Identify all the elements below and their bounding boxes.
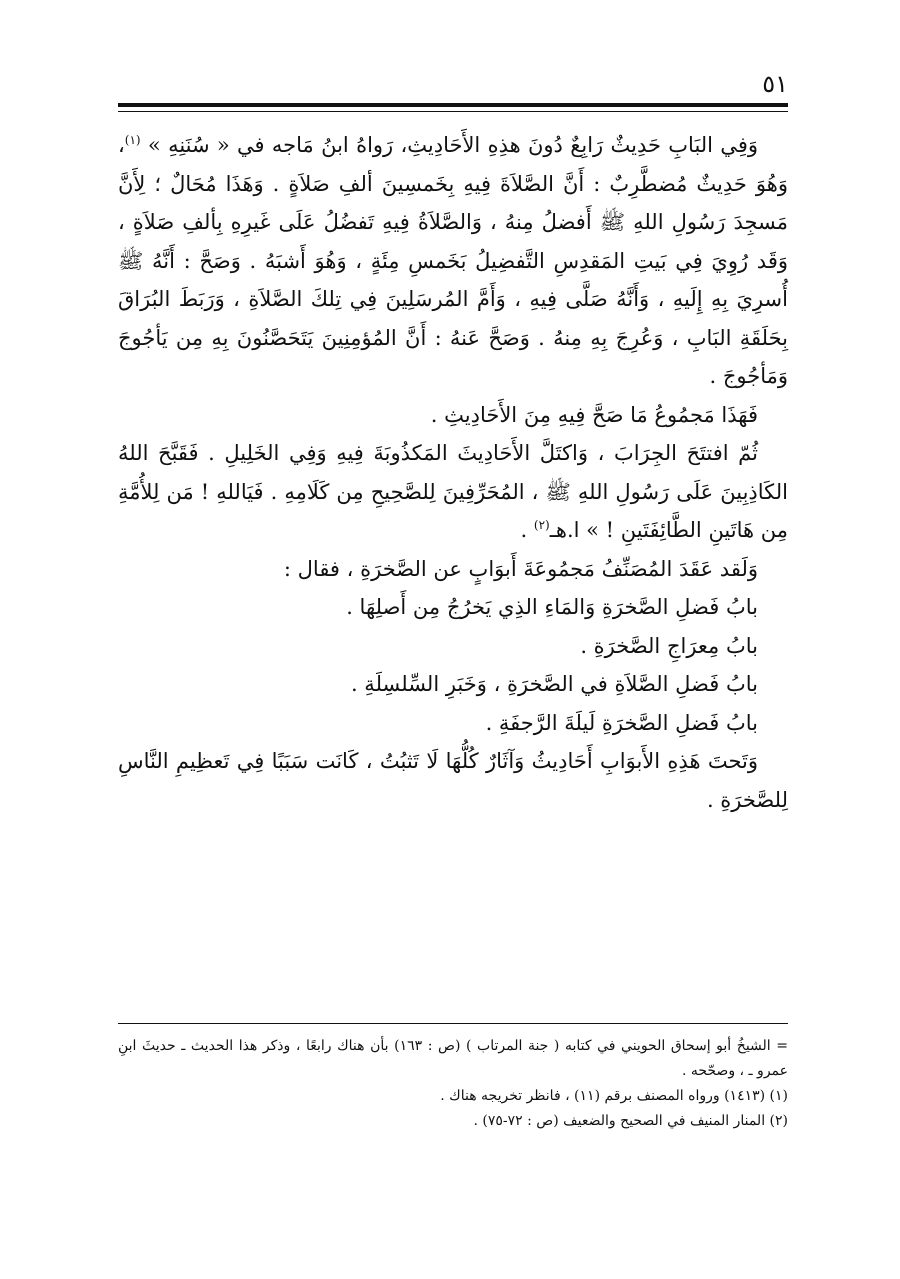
book-page bbox=[118, 0, 788, 1279]
paragraph-fourth-hadith-continuation: ، وَهُوَ حَدِيثٌ مُضطَّرِبٌ : أَنَّ الصَّلاَةَ فِيهِ بِخَمسِينَ ألفِ صَلاَةٍ . وَهَذَا مُحَالٌ ؛ لِأَنَّ مَسجِدَ رَسُولِ اللهِ ﷺ أَفضلُ مِنهُ ، وَالصَّلاَةُ فِيهِ تَفضُلُ عَلَى غَيرِهِ بِألفِ صَلاَةٍ ، وَقَد رُوِيَ فِي بَيتِ المَقدِسِ التَّفضِيلُ بَخَمسِ مِئَةٍ ، وَهُوَ أَشبَهُ . وَصَحَّ : أَنَّهُ ﷺ أُسرِيَ بِهِ إِلَيهِ ، وَأَنَّهُ صَلَّى فِيهِ ، وَأَمَّ المُرسَلِينَ فِي تِلكَ الصَّلاَةِ ، وَرَبَطَ البُرَاقَ بِحَلَقَةِ البَابِ ، وَعُرِجَ بِهِ مِنهُ . وَصَحَّ عَنهُ : أَنَّ المُؤمِنِينَ يَتَحَصَّنُونَ بِهِ مِن يَأجُوجَ وَمَأجُوجَ . bbox=[118, 133, 788, 388]
chapter-item-rock-ascension: بابُ مِعرَاجِ الصَّخرَةِ . bbox=[580, 633, 758, 658]
footnote-1: (١) (١٤١٣) ورواه المصنف برقم (١١) ، فانظر تخريجه هناك . bbox=[440, 1088, 788, 1104]
page-number: ٥١ bbox=[762, 70, 788, 98]
paragraph-forged-hadiths-end: . bbox=[520, 518, 534, 542]
paragraph-forged-hadiths bbox=[118, 434, 788, 550]
footnote-continued: = الشيخُ أبو إسحاق الحويني في كتابه ( جنة المرتاب ) (ص : ١٦٣) بأن هناك رابعًا ، وذكر هذا الحديث ـ حديثَ ابنِ عمرو ـ ، وصحّحه . bbox=[118, 1038, 788, 1079]
header-rule-thick bbox=[118, 103, 788, 107]
footnote-2: (٢) المنار المنيف في الصحيح والضعيف (ص : ٧٢-٧٥) . bbox=[473, 1113, 788, 1129]
chapter-item-earthquake-night: بابُ فَضلِ الصَّخرَةِ لَيلَةَ الرَّجفَةِ . bbox=[485, 710, 758, 735]
paragraph-summary: فَهَذَا مَجمُوعُ مَا صَحَّ فِيهِ مِنَ الأَحَادِيثِ . bbox=[430, 402, 758, 427]
paragraph-fourth-hadith-text: وَفِي البَابِ حَدِيثٌ رَابِعٌ دُونَ هذِهِ الأَحَادِيثِ، رَواهُ ابنُ مَاجه في « سُنَنِهِ » bbox=[147, 133, 758, 157]
main-text bbox=[118, 126, 788, 819]
footnote-ref-2: (٢) bbox=[533, 518, 550, 532]
chapter-item-prayer-chain: بابُ فَضلِ الصَّلاَةِ في الصَّخرَةِ ، وَخَبَرِ السِّلسِلَةِ . bbox=[350, 672, 758, 696]
chapter-item-rock-water: بابُ فَضلِ الصَّخرَةِ وَالمَاءِ الذِي يَخرُجُ مِن أَصلِهَا . bbox=[346, 595, 758, 619]
footnotes bbox=[118, 1034, 788, 1134]
footnote-ref-1: (١) bbox=[124, 133, 141, 147]
paragraph-author-chapters: وَلَقد عَقَدَ المُصَنِّفُ مَجمُوعَةَ أَبوَابٍ عن الصَّخرَةِ ، فقال : bbox=[283, 556, 758, 581]
footnote-separator bbox=[118, 1023, 788, 1024]
header-rule-thin bbox=[118, 111, 788, 112]
paragraph-fourth-hadith bbox=[118, 126, 788, 396]
paragraph-conclusion: وَتَحتَ هَذِهِ الأَبوَابِ أَحَادِيثُ وَآثَارٌ كُلُّهَا لَا تَثبُتُ ، كَانَت سَبَبًا فِي تَعظِيمِ النَّاسِ لِلصَّخرَةِ . bbox=[118, 749, 788, 812]
paragraph-forged-hadiths-text: ثُمّ افتتَحَ الجِرَابَ ، وَاكتَلَّ الأَحَادِيثَ المَكذُوبَةَ فِيهِ وَفِي الخَلِيلِ . فَقَبَّحَ اللهُ الكَاذِبِينَ عَلَى رَسُولِ اللهِ ﷺ ، المُحَرِّفِينَ لِلصَّحِيحِ مِن كَلَامِهِ . فَيَاللهِ ! مَن لِلأُمَّةِ مِن هَاتَينِ الطَّائِفَتَينِ ! » ا.هـ bbox=[118, 441, 788, 542]
